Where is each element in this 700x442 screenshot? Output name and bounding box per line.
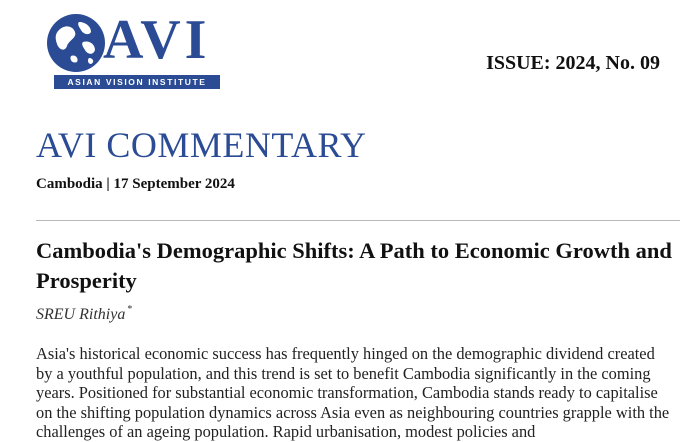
- issue-number: ISSUE: 2024, No. 09: [486, 52, 660, 74]
- author-name: SREU Rithiya: [36, 306, 126, 323]
- author-byline: [36, 306, 132, 324]
- divider: [36, 220, 680, 221]
- author-footnote-mark: *: [127, 304, 133, 315]
- logo-subtitle: ASIAN VISION INSTITUTE: [54, 75, 220, 89]
- article-body: Asia's historical economic success has frequently hinged on the demographic dividend created by a youthful population, and this trend is set to benefit Cambodia significantly in the coming years. Positioned for substantial economic transformation, Cambodia stands ready to capitalise on the shifting population dynamics across Asia even as neighbouring countries grapple with the challenges of an ageing population. Rapid urbanisation, modest policies and: [36, 344, 670, 441]
- dateline: Cambodia | 17 September 2024: [36, 176, 235, 192]
- avi-logo: [45, 9, 225, 92]
- logo-wordmark: AVI: [103, 9, 211, 71]
- article-headline: Cambodia's Demographic Shifts: A Path to Economic Growth and Prosperity: [36, 238, 672, 293]
- globe-icon: [45, 12, 107, 74]
- series-title: AVI COMMENTARY: [36, 125, 367, 165]
